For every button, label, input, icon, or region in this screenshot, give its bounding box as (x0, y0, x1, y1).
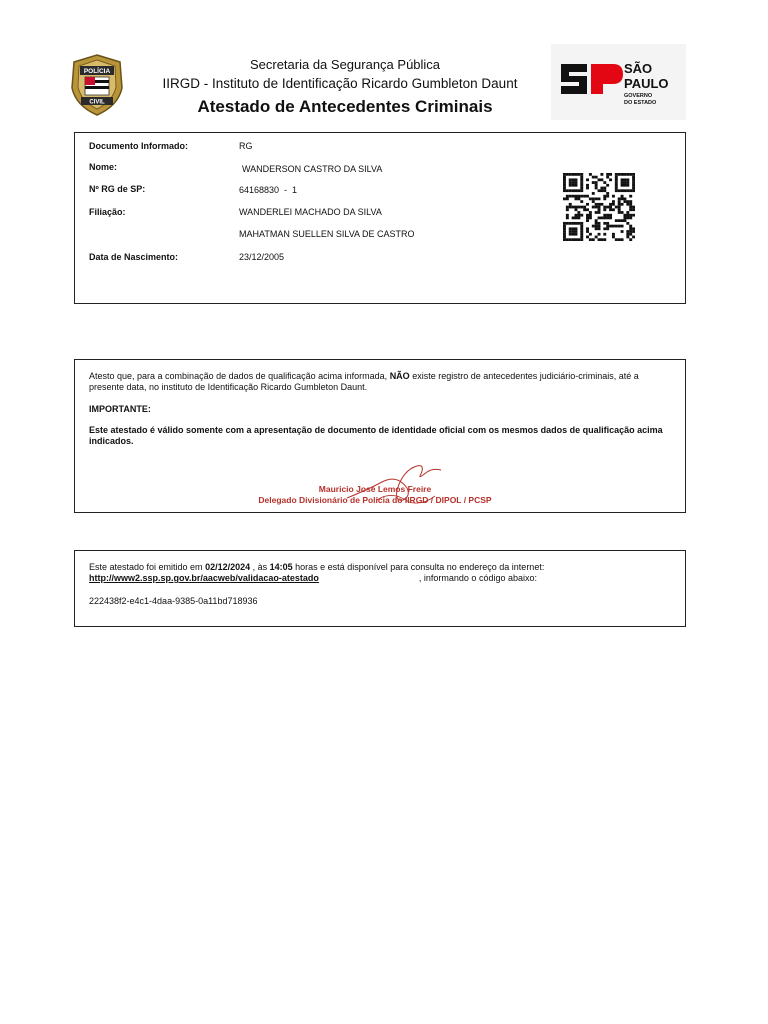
attestation-text: Atesto que, para a combinação de dados de qualificação acima informada, NÃO existe registro de antecedentes judiciário-criminais, até a presente data, no instituto de Identificação Ricardo Gumbleton Daunt. (89, 371, 639, 392)
emission-text: Este atestado foi emitido em 02/12/2024 , às 14:05 horas e está disponível para consulta no endereço da internet: (89, 562, 545, 572)
validation-url-link[interactable]: http://www2.ssp.sp.gov.br/aacweb/validacao-atestado (89, 573, 319, 583)
document-title: Atestado de Antecedentes Criminais (197, 97, 493, 116)
qr-code-icon[interactable] (563, 173, 635, 241)
url-line (89, 573, 671, 584)
important-text: Este atestado é válido somente com a apresentação de documento de identidade oficial com os mesmos dados de qualificação acima indicados. (89, 425, 663, 446)
logo-governo: GOVERNO (624, 93, 653, 99)
birth-label: Data de Nascimento: (89, 252, 179, 262)
url-after-text: , informando o código abaixo: (418, 573, 537, 583)
logo-sao: SÃO (624, 61, 653, 76)
birth-value: 23/12/2005 (239, 252, 285, 262)
filiation-label: Filiação: (89, 207, 126, 217)
name-value: WANDERSON CASTRO DA SILVA (242, 164, 383, 174)
father-name: WANDERLEI MACHADO DA SILVA (239, 207, 382, 217)
doc-value: RG (239, 141, 253, 151)
validation-code: 222438f2-e4c1-4daa-9385-0a11bd718936 (89, 596, 258, 606)
name-label: Nome: (89, 162, 118, 172)
identification-box (74, 132, 686, 304)
badge-top-text: POLÍCIA (83, 68, 111, 75)
important-label: IMPORTANTE: (89, 404, 151, 414)
header-institute: IIRGD - Instituto de Identificação Ricardo Gumbleton Daunt (162, 76, 518, 91)
badge-bottom-text: CIVIL (89, 99, 105, 106)
rg-label: Nº RG de SP: (89, 184, 146, 194)
signer-name: Mauricio José Lemos Freire (318, 484, 432, 494)
doc-label: Documento Informado: (89, 141, 188, 151)
attestation-box (74, 359, 686, 513)
logo-do-estado: DO ESTADO (624, 100, 657, 106)
signer-title: Delegado Divisionário de Polícia do IIRGD / DIPOL / PCSP (258, 495, 492, 505)
mother-name: MAHATMAN SUELLEN SILVA DE CASTRO (239, 229, 415, 239)
rg-value: 64168830 - 1 (239, 185, 298, 195)
policia-civil-badge-icon (70, 54, 124, 116)
header-secretaria: Secretaria da Segurança Pública (249, 57, 441, 72)
governo-sp-logo-icon (551, 44, 686, 120)
logo-paulo: PAULO (624, 76, 669, 91)
emission-box (74, 550, 686, 627)
